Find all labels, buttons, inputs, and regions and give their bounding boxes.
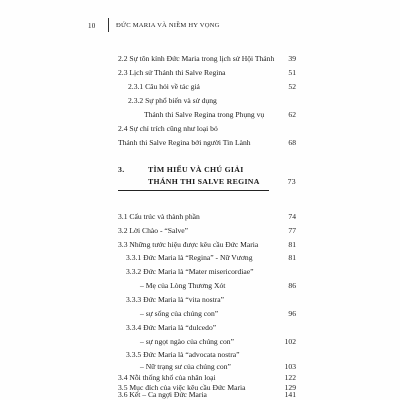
toc-entry-text: 2.3.2 Sự phổ biến và sử dụng xyxy=(128,96,217,105)
chapter-number: 3. xyxy=(118,165,125,174)
toc-entry-page: 86 xyxy=(288,281,296,290)
toc-entry-text: 2.3 Lịch sử Thánh thi Salve Regina xyxy=(118,68,226,77)
toc-entry xyxy=(118,350,296,360)
toc-entry xyxy=(118,226,296,236)
toc-entry-text: 3.4 Nỗi thống khổ của nhân loại xyxy=(118,373,216,382)
toc-entry-text: – sự sống của chúng con” xyxy=(140,309,219,318)
toc-entry-page: 62 xyxy=(288,110,296,119)
toc-entry xyxy=(118,309,296,319)
toc-entry xyxy=(118,138,296,148)
toc-entry xyxy=(118,373,296,383)
toc-entry-text: 3.3.4 Đức Maria là “dulcedo” xyxy=(126,323,217,332)
toc-entry xyxy=(118,253,296,263)
toc-entry-text: – Nữ trạng sư của chúng con” xyxy=(140,362,231,371)
toc-entry-text: 3.3.1 Đức Maria là “Regina” - Nữ Vương xyxy=(126,253,253,262)
toc-entry-page: 96 xyxy=(288,309,296,318)
toc-entry xyxy=(118,337,296,347)
toc-entry-page: 52 xyxy=(288,82,296,91)
toc-entry-page: 141 xyxy=(284,390,296,399)
toc-entry-page: 74 xyxy=(288,212,296,221)
toc-entry-text: 3.3.5 Đức Maria là “advocata nostra” xyxy=(126,350,240,359)
chapter-underline xyxy=(118,190,269,191)
toc-entry-text: 3.3.3 Đức Maria là “vita nostra” xyxy=(126,295,224,304)
toc-entry xyxy=(118,96,296,106)
toc-entry-text: Thánh thi Salve Regina trong Phụng vụ xyxy=(144,110,265,119)
toc-entry-page: 102 xyxy=(284,337,296,346)
toc-entry-text: – Mẹ của Lòng Thương Xót xyxy=(140,281,226,290)
toc-entry xyxy=(118,323,296,333)
toc-entry-text: 2.2 Sự tôn kính Đức Maria trong lịch sử Hội Thánh xyxy=(118,54,275,63)
toc-entry-text: THÁNH THI SALVE REGINA xyxy=(148,177,260,186)
toc-entry-text: 3.6 Kết – Ca ngợi Đức Maria xyxy=(118,390,207,399)
toc-entry xyxy=(118,240,296,250)
toc-entry-page: 81 xyxy=(288,240,296,249)
toc-entry-page: 39 xyxy=(288,54,296,63)
toc-entry-page: 103 xyxy=(284,362,296,371)
toc-entry xyxy=(118,362,296,372)
toc-entry xyxy=(118,390,296,400)
page-number: 10 xyxy=(88,22,96,30)
toc-entry xyxy=(118,54,296,64)
toc-entry-page: 68 xyxy=(288,138,296,147)
toc-entry-text: 3.3 Những tước hiệu được kêu cầu Đức Maria xyxy=(118,240,259,249)
toc-entry-page: 77 xyxy=(288,226,296,235)
toc-entry-text: – sự ngọt ngào của chúng con” xyxy=(140,337,234,346)
chapter-title-line2 xyxy=(118,177,296,187)
toc-entry-text: 3.3.2 Đức Maria là “Mater misericordiae” xyxy=(126,267,254,276)
toc-entry-page: 51 xyxy=(288,68,296,77)
chapter-title-line1: TÌM HIỂU VÀ CHÚ GIẢI xyxy=(148,165,244,174)
toc-entry xyxy=(118,82,296,92)
toc-entry-text: 3.5 Mục đích của việc kêu cầu Đức Maria xyxy=(118,383,246,392)
toc-entry-page: 73 xyxy=(287,177,296,186)
toc-entry xyxy=(118,68,296,78)
toc-entry-page: 129 xyxy=(284,383,296,392)
toc-entry-text: 3.1 Cấu trúc và thành phần xyxy=(118,212,200,221)
toc-entry-text: Thánh thi Salve Regina bởi người Tin Lành xyxy=(118,138,251,147)
toc-entry xyxy=(118,267,296,277)
toc-entry xyxy=(118,110,296,120)
toc-entry xyxy=(118,295,296,305)
toc-entry-text: 2.3.1 Câu hỏi về tác giả xyxy=(128,82,200,91)
toc-entry xyxy=(118,281,296,291)
toc-entry xyxy=(118,212,296,222)
toc-entry-page: 81 xyxy=(288,253,296,262)
toc-entry xyxy=(118,124,296,134)
toc-entry-page: 122 xyxy=(284,373,296,382)
running-title: ĐỨC MARIA VÀ NIỀM HY VỌNG xyxy=(116,22,220,29)
toc-entry-text: 2.4 Sự chỉ trích cũng như loại bỏ xyxy=(118,124,218,133)
toc-entry-text: 3.2 Lời Chào - “Salve” xyxy=(118,226,189,235)
